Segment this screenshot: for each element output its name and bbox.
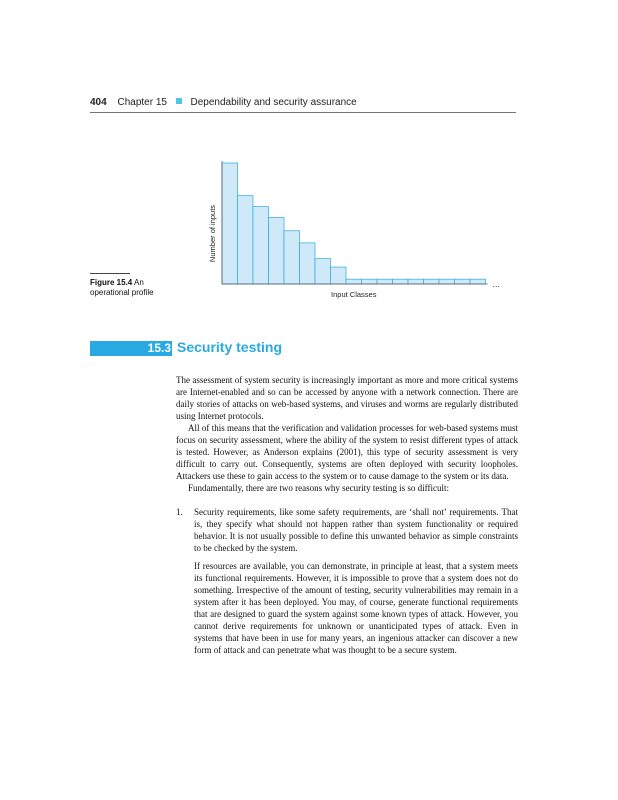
chapter-label: Chapter 15 [117,97,167,108]
bar-4 [269,217,285,284]
body-text [176,374,518,656]
bar-12 [393,279,409,284]
bar-14 [424,279,440,284]
x-axis-label: Input Classes [331,290,377,299]
operational-profile-chart [195,150,515,305]
chart-bars [222,163,486,284]
header-square-icon [176,98,182,104]
paragraph-1: The assessment of system security is increasingly important as more and more critical systems are Internet-enabled and so can be accessed by anyone with a network connection. There are daily stories of attacks on web-based systems, and viruses and worms are regularly distributed using Internet protocols. [176,375,518,421]
bar-13 [408,279,424,284]
bar-15 [439,279,455,284]
paragraph-2: All of this means that the verification and validation processes for web-based systems must focus on security assessment, where the ability of the system to resist different types of attack is tested. However, as Anderson explains (2001), this type of security assessment is very difficult to carry out. Consequently, systems are often deployed with security loopholes. Attackers use these to gain access to the system or to cause damage to the system or its data. [176,423,518,481]
bar-3 [253,207,269,284]
list-item [176,506,518,656]
paragraph-3: Fundamentally, there are two reasons why security testing is so difficult: [188,483,449,493]
section-title: Security testing [177,339,283,355]
list-item-paragraph-2: If resources are available, you can demonstrate, in principle at least, that a system meets its functional requirements. However, it is impossible to prove that a system does not do something. Irrespective of the amount of testing, security vulnerabilities may remain in a system after it has been deployed. You may, of course, generate functional requirements that are designed to guard the system against some known types of attack. However, you cannot derive requirements for unknown or unanticipated types of attack. Even in systems that have been in use for many years, an ingenious attacker can discover a new form of attack and can penetrate what was thought to be a secure system. [194,561,518,655]
bar-1 [222,163,238,284]
page-number: 404 [90,97,107,108]
y-axis-label: Number of inputs [208,204,217,263]
header-rule [90,112,516,113]
bar-8 [331,267,347,284]
figure-caption-line2: operational profile [90,288,154,297]
bar-17 [470,279,486,284]
figure-caption [90,278,190,298]
running-header [90,97,516,108]
list-item-paragraph-1: Security requirements, like some safety requirements, are ‘shall not’ requirements. That is, they specify what should not happen rather than system functionality or required behavior. It is not usually possible to define this unwanted behavior as simple constraints to be checked by the system. [194,507,518,553]
numbered-list [176,506,518,656]
chapter-title: Dependability and security assurance [190,97,357,108]
bar-6 [300,243,316,284]
bar-10 [362,279,378,284]
figure-caption-line1: An [134,278,144,287]
bar-5 [284,231,300,284]
bar-2 [238,196,254,284]
list-item-content [194,506,518,656]
figure-label: Figure 15.4 [90,278,133,287]
section-number: 15.3 [147,341,171,355]
figure-rule [90,273,130,274]
bar-11 [377,279,393,284]
list-item-number: 1. [176,507,183,517]
bar-16 [455,279,471,284]
x-axis-ellipsis: ... [492,279,501,289]
bar-9 [346,279,362,284]
bar-7 [315,259,331,284]
